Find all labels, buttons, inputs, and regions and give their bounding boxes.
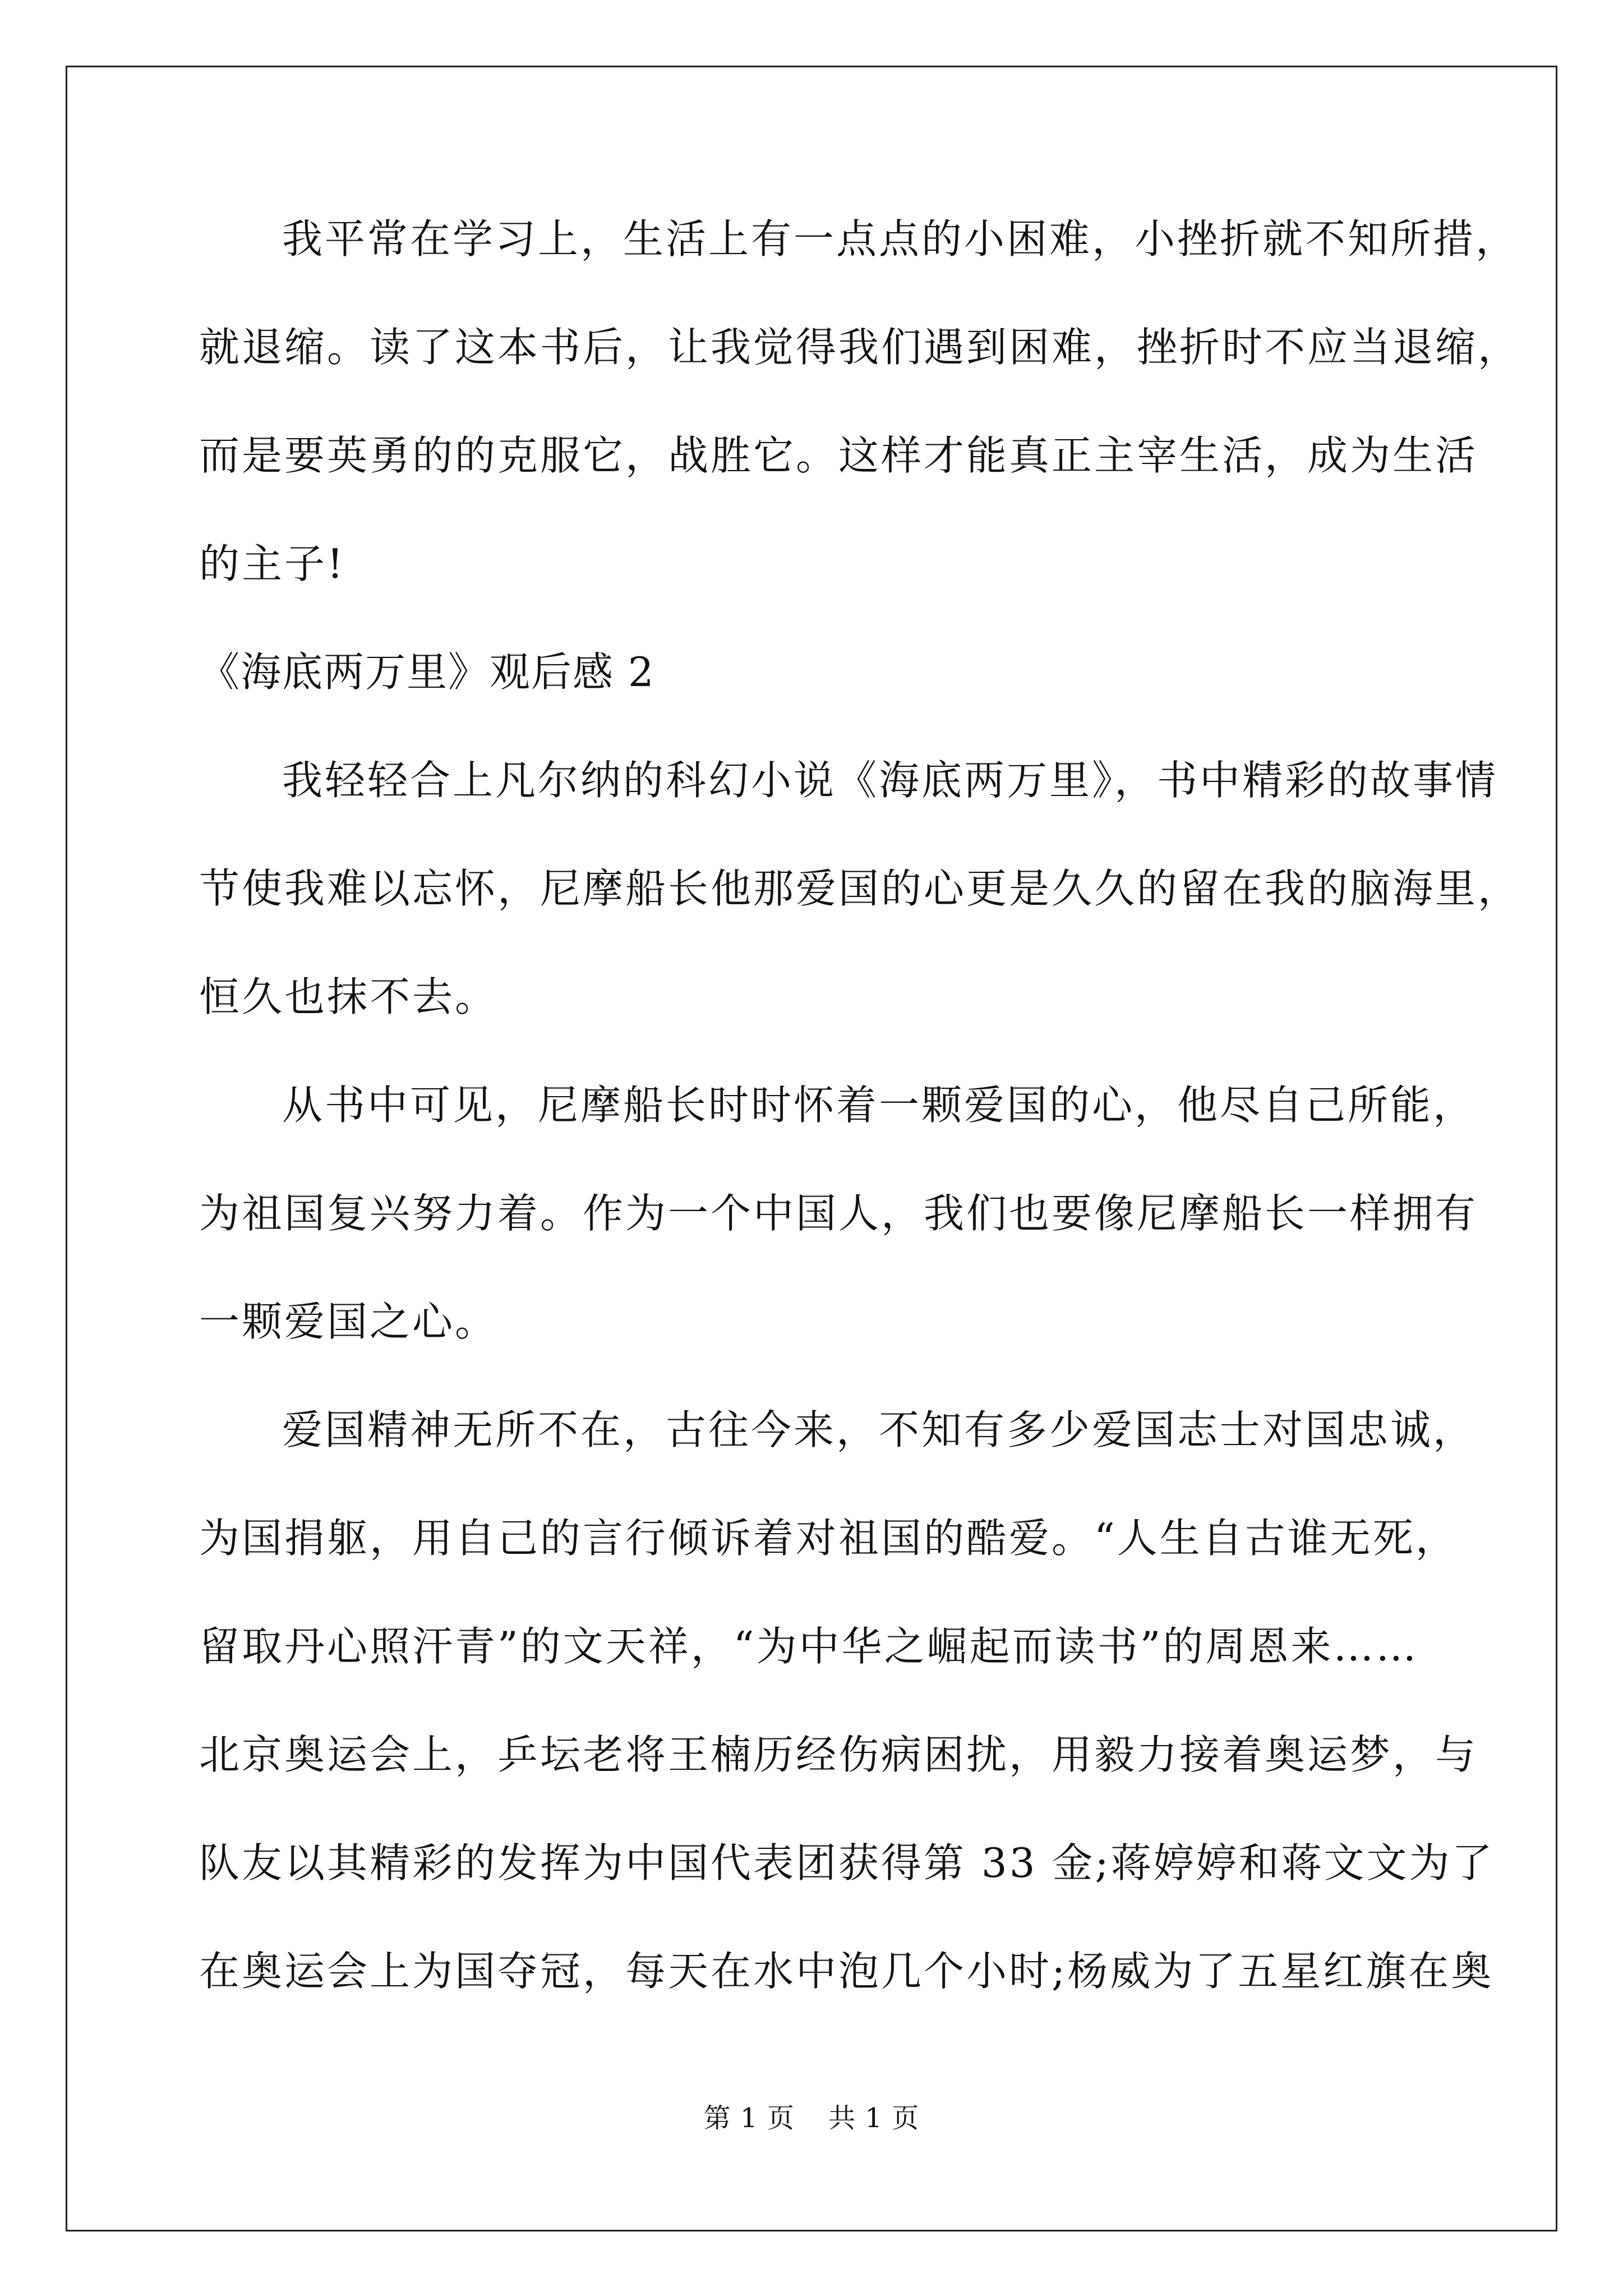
page-total: 共 1 页 — [828, 2102, 920, 2134]
document-body — [199, 215, 1521, 2059]
paragraph-line: 北京奥运会上，乒坛老将王楠历经伤病困扰，用毅力接着奥运梦，与 — [199, 1731, 1478, 1778]
paragraph-line: 队友以其精彩的发挥为中国代表团获得第 33 金;蒋婷婷和蒋文文为了 — [199, 1839, 1495, 1887]
paragraph-line: 从书中可见，尼摩船长时时怀着一颗爱国的心，他尽自己所能， — [282, 1082, 1476, 1129]
paragraph-line: 在奥运会上为国夺冠，每天在水中泡几个小时;杨威为了五星红旗在奥 — [199, 1948, 1494, 1995]
paragraph-line: 我平常在学习上，生活上有一点点的小困难，小挫折就不知所措， — [282, 215, 1519, 263]
paragraph-line: 就退缩。读了这本书后，让我觉得我们遇到困难，挫折时不应当退缩， — [199, 324, 1521, 371]
paragraph-line: 爱国精神无所不在，古往今来，不知有多少爱国志士对国忠诚， — [282, 1406, 1476, 1453]
page-footer — [0, 2102, 1623, 2134]
paragraph-line: 为国捐躯，用自己的言行倾诉着对祖国的酷爱。“人生自古谁无死， — [199, 1515, 1458, 1562]
paragraph-line: 为祖国复兴努力着。作为一个中国人，我们也要像尼摩船长一样拥有 — [199, 1190, 1478, 1237]
page-number: 第 1 页 — [703, 2102, 795, 2134]
paragraph-line: 留取丹心照汗青”的文天祥，“为中华之崛起而读书”的周恩来…… — [199, 1623, 1419, 1670]
paragraph-line: 的主子! — [199, 540, 345, 587]
paragraph-line: 节使我难以忘怀，尼摩船长他那爱国的心更是久久的留在我的脑海里， — [199, 865, 1521, 912]
paragraph-line: 恒久也抹不去。 — [199, 973, 498, 1020]
paragraph-line: 一颗爱国之心。 — [199, 1298, 498, 1345]
paragraph-line: 我轻轻合上凡尔纳的科幻小说《海底两万里》，书中精彩的故事情 — [282, 757, 1498, 804]
section-heading: 《海底两万里》观后感 2 — [199, 648, 655, 696]
paragraph-line: 而是要英勇的的克服它，战胜它。这样才能真正主宰生活，成为生活 — [199, 432, 1478, 479]
